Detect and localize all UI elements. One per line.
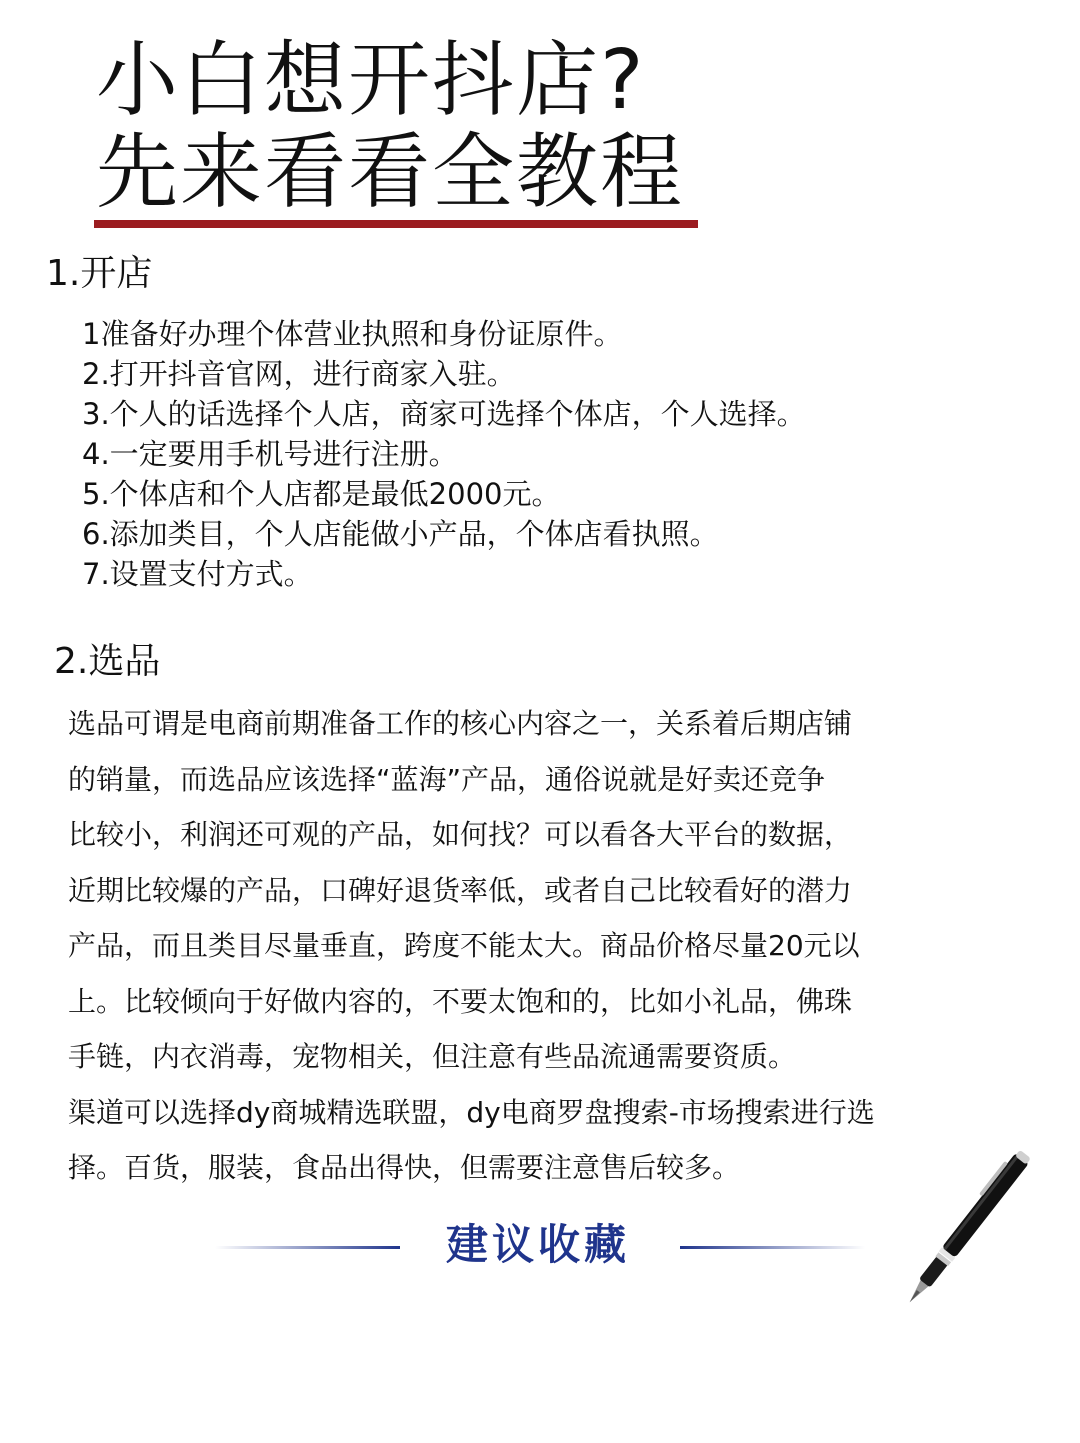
paragraph-line: 产品，而且类目尽量垂直，跨度不能太大。商品价格尽量20元以: [68, 929, 860, 962]
paragraph-line: 的销量，而选品应该选择“蓝海”产品，通俗说就是好卖还竞争: [68, 762, 826, 796]
bookmark-suggestion-label: 建议收藏: [446, 1220, 631, 1269]
footer-divider-right: [680, 1246, 865, 1249]
pen-icon: [890, 1145, 1050, 1305]
step-item: 2.打开抖音官网，进行商家入驻。: [82, 357, 516, 391]
section-heading-product-selection: 2.选品: [54, 641, 161, 682]
step-item: 6.添加类目，个人店能做小产品，个体店看执照。: [82, 517, 719, 551]
footer-divider-left: [215, 1246, 400, 1249]
step-item: 1准备好办理个体营业执照和身份证原件。: [82, 317, 623, 351]
step-item: 3.个人的话选择个人店，商家可选择个体店，个人选择。: [82, 397, 806, 431]
paragraph-line: 渠道可以选择dy商城精选联盟，dy电商罗盘搜索-市场搜索进行选: [68, 1095, 875, 1129]
open-store-steps: [82, 314, 806, 594]
title-line-1: 小白想开抖店?: [96, 33, 646, 128]
paragraph-line: 近期比较爆的产品，口碑好退货率低，或者自己比较看好的潜力: [68, 873, 853, 907]
paragraph-line: 手链，内衣消毒，宠物相关，但注意有些品流通需要资质。: [68, 1040, 797, 1073]
step-item: 4.一定要用手机号进行注册。: [82, 437, 458, 471]
paragraph-line: 比较小，利润还可观的产品，如何找？可以看各大平台的数据，: [68, 818, 853, 851]
paragraph-line: 上。比较倾向于好做内容的，不要太饱和的，比如小礼品，佛珠: [68, 984, 853, 1018]
step-item: 5.个体店和个人店都是最低2000元。: [82, 477, 561, 511]
paragraph-line: 选品可谓是电商前期准备工作的核心内容之一，关系着后期店铺: [68, 707, 853, 740]
paragraph-line: 择。百货，服装，食品出得快，但需要注意售后较多。: [68, 1151, 741, 1184]
section-heading-open-store: 1.开店: [46, 253, 153, 294]
product-selection-paragraph: [68, 696, 1008, 1196]
step-item: 7.设置支付方式。: [82, 557, 313, 591]
title-underline: [94, 220, 698, 228]
title-line-2: 先来看看全教程: [96, 125, 685, 220]
